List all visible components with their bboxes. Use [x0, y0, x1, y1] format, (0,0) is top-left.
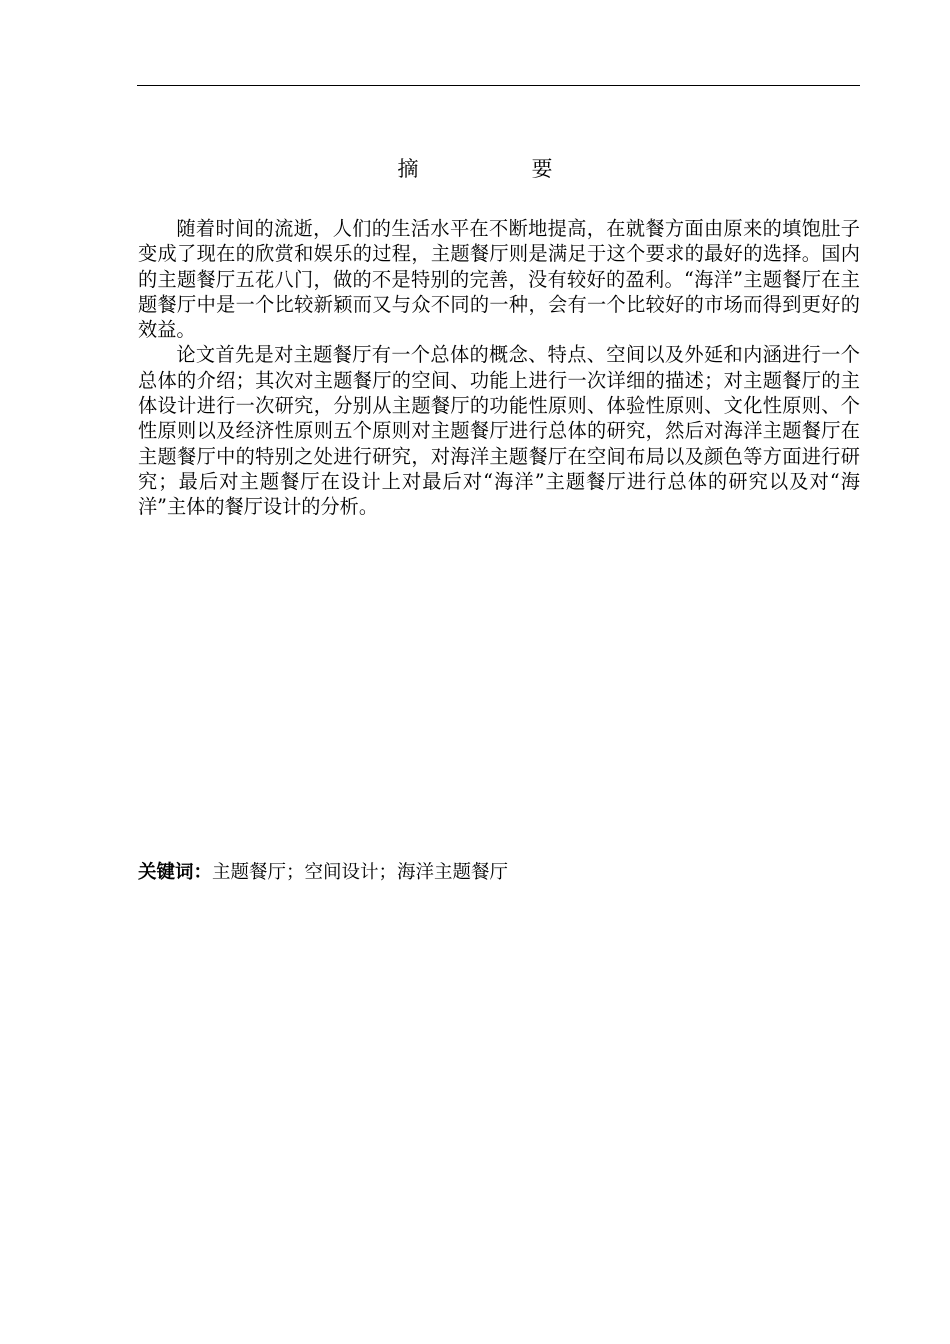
keywords-value: 主题餐厅；空间设计；海洋主题餐厅 — [212, 862, 509, 883]
abstract-title: 摘 要 — [397, 157, 599, 181]
abstract-paragraph-1: 随着时间的流逝，人们的生活水平在不断地提高，在就餐方面由原来的填饱肚子变成了现在的欣赏和娱乐的过程，主题餐厅则是满足于这个要求的最好的选择。国内的主题餐厅五花八门，做的不是特别的完善，没有较好的盈利。“海洋”主题餐厅在主题餐厅中是一个比较新颖而又与众不同的一种，会有一个比较好的市场而得到更好的效益。 — [138, 217, 860, 342]
keywords-line — [138, 858, 860, 887]
abstract-paragraph-2: 论文首先是对主题餐厅有一个总体的概念、特点、空间以及外延和内涵进行一个总体的介绍；其次对主题餐厅的空间、功能上进行一次详细的描述；对主题餐厅的主体设计进行一次研究，分别从主题餐厅的功能性原则、体验性原则、文化性原则、个性原则以及经济性原则五个原则对主题餐厅进行总体的研究，然后对海洋主题餐厅在主题餐厅中的特别之处进行研究，对海洋主题餐厅在空间布局以及颜色等方面进行研究；最后对主题餐厅在设计上对最后对“海洋”主题餐厅进行总体的研究以及对“海洋”主体的餐厅设计的分析。 — [138, 343, 860, 519]
abstract-body — [138, 216, 860, 520]
keywords-label: 关键词： — [138, 862, 213, 883]
header-rule — [137, 85, 860, 86]
